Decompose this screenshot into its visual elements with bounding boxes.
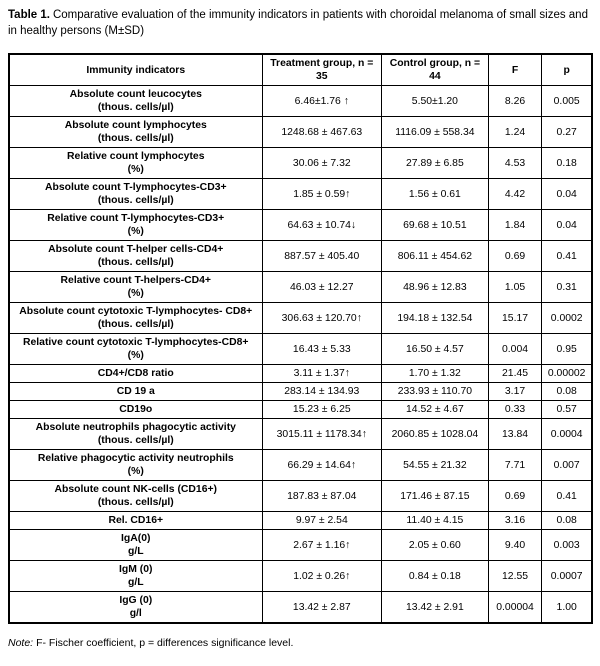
f-value-cell: 7.71 xyxy=(488,450,542,481)
treatment-value-cell: 187.83 ± 87.04 xyxy=(262,481,382,512)
control-value-cell: 1.70 ± 1.32 xyxy=(382,365,489,383)
indicator-cell xyxy=(9,179,262,210)
indicator-unit: (%) xyxy=(127,350,144,362)
p-value-cell: 0.0002 xyxy=(542,303,592,334)
header-row xyxy=(9,54,592,86)
f-value-cell: 0.33 xyxy=(488,401,542,419)
immunity-indicators-table xyxy=(8,53,593,624)
p-value-cell: 0.0004 xyxy=(542,419,592,450)
indicator-cell xyxy=(9,241,262,272)
p-value-cell: 0.41 xyxy=(542,481,592,512)
f-value-cell: 4.42 xyxy=(488,179,542,210)
indicator-unit: g/L xyxy=(127,577,144,589)
p-value-cell: 0.00002 xyxy=(542,365,592,383)
table-body xyxy=(9,86,592,624)
control-value-cell: 27.89 ± 6.85 xyxy=(382,148,489,179)
table-note-label: Note: xyxy=(8,637,34,650)
indicator-unit: (thous. cells/µl) xyxy=(97,102,174,114)
f-value-cell: 13.84 xyxy=(488,419,542,450)
treatment-value-cell: 887.57 ± 405.40 xyxy=(262,241,382,272)
table-row xyxy=(9,334,592,365)
indicator-unit: (thous. cells/µl) xyxy=(97,195,174,207)
indicator-unit: (%) xyxy=(127,226,144,238)
indicator-cell xyxy=(9,303,262,334)
control-value-cell: 806.11 ± 454.62 xyxy=(382,241,489,272)
indicator-cell xyxy=(9,383,262,401)
treatment-value-cell: 1.85 ± 0.59↑ xyxy=(262,179,382,210)
indicator-name: IgG (0) xyxy=(119,595,153,607)
p-value-cell: 0.08 xyxy=(542,383,592,401)
indicator-unit: (thous. cells/µl) xyxy=(97,133,174,145)
table-row xyxy=(9,481,592,512)
table-row xyxy=(9,117,592,148)
f-value-cell: 12.55 xyxy=(488,561,542,592)
indicator-cell xyxy=(9,561,262,592)
indicator-name: Relative phagocytic activity neutrophils xyxy=(37,453,234,465)
indicator-name: Relative count lymphocytes xyxy=(67,151,205,163)
indicator-name: CD19o xyxy=(119,404,153,416)
column-header-control-group: Control group, n = 44 xyxy=(382,54,489,86)
indicator-name: Absolute count lymphocytes xyxy=(64,120,207,132)
indicator-cell xyxy=(9,401,262,419)
f-value-cell: 21.45 xyxy=(488,365,542,383)
indicator-name: Absolute count NK-cells (CD16+) xyxy=(54,484,218,496)
treatment-value-cell: 283.14 ± 134.93 xyxy=(262,383,382,401)
f-value-cell: 15.17 xyxy=(488,303,542,334)
treatment-value-cell: 9.97 ± 2.54 xyxy=(262,512,382,530)
control-value-cell: 48.96 ± 12.83 xyxy=(382,272,489,303)
control-value-cell: 194.18 ± 132.54 xyxy=(382,303,489,334)
indicator-name: IgA(0) xyxy=(121,533,151,545)
control-value-cell: 0.84 ± 0.18 xyxy=(382,561,489,592)
indicator-unit: (thous. cells/µl) xyxy=(97,435,174,447)
p-value-cell: 0.95 xyxy=(542,334,592,365)
table-row xyxy=(9,561,592,592)
table-note xyxy=(8,637,592,651)
f-value-cell: 0.004 xyxy=(488,334,542,365)
indicator-unit: (%) xyxy=(127,466,144,478)
f-value-cell: 0.69 xyxy=(488,241,542,272)
indicator-cell xyxy=(9,450,262,481)
indicator-cell xyxy=(9,117,262,148)
indicator-name: Absolute neutrophils phagocytic activity xyxy=(35,422,236,434)
indicator-cell xyxy=(9,512,262,530)
indicator-unit: (thous. cells/µl) xyxy=(97,319,174,331)
table-row xyxy=(9,303,592,334)
control-value-cell: 69.68 ± 10.51 xyxy=(382,210,489,241)
indicator-name: Absolute count T-lymphocytes-CD3+ xyxy=(44,182,227,194)
p-value-cell: 0.18 xyxy=(542,148,592,179)
table-row xyxy=(9,512,592,530)
indicator-cell xyxy=(9,419,262,450)
control-value-cell: 171.46 ± 87.15 xyxy=(382,481,489,512)
p-value-cell: 0.0007 xyxy=(542,561,592,592)
indicator-name: Absolute count T-helper cells-CD4+ xyxy=(48,244,224,256)
p-value-cell: 1.00 xyxy=(542,592,592,624)
indicator-cell xyxy=(9,86,262,117)
control-value-cell: 54.55 ± 21.32 xyxy=(382,450,489,481)
table-row xyxy=(9,450,592,481)
f-value-cell: 0.69 xyxy=(488,481,542,512)
control-value-cell: 11.40 ± 4.15 xyxy=(382,512,489,530)
control-value-cell: 2060.85 ± 1028.04 xyxy=(382,419,489,450)
f-value-cell: 8.26 xyxy=(488,86,542,117)
p-value-cell: 0.31 xyxy=(542,272,592,303)
table-row xyxy=(9,272,592,303)
f-value-cell: 3.17 xyxy=(488,383,542,401)
p-value-cell: 0.005 xyxy=(542,86,592,117)
control-value-cell: 2.05 ± 0.60 xyxy=(382,530,489,561)
column-header-immunity-indicators: Immunity indicators xyxy=(9,54,262,86)
table-note-text: F- Fischer coefficient, p = differences significance level. xyxy=(36,637,294,650)
indicator-unit: g/l xyxy=(129,608,142,620)
indicator-name: CD 19 a xyxy=(116,386,155,398)
indicator-unit: g/L xyxy=(127,546,144,558)
indicator-name: Relative count T-lymphocytes-CD3+ xyxy=(47,213,225,225)
indicator-unit: (%) xyxy=(127,164,144,176)
indicator-cell xyxy=(9,481,262,512)
treatment-value-cell: 30.06 ± 7.32 xyxy=(262,148,382,179)
f-value-cell: 4.53 xyxy=(488,148,542,179)
column-header-treatment-group: Treatment group, n = 35 xyxy=(262,54,382,86)
treatment-value-cell: 6.46±1.76 ↑ xyxy=(262,86,382,117)
indicator-name: Relative count cytotoxic T-lymphocytes-CD8+ xyxy=(23,337,249,349)
table-row xyxy=(9,530,592,561)
indicator-unit: (%) xyxy=(127,288,144,300)
table-row xyxy=(9,86,592,117)
p-value-cell: 0.08 xyxy=(542,512,592,530)
treatment-value-cell: 306.63 ± 120.70↑ xyxy=(262,303,382,334)
p-value-cell: 0.007 xyxy=(542,450,592,481)
column-header-f: F xyxy=(488,54,542,86)
treatment-value-cell: 46.03 ± 12.27 xyxy=(262,272,382,303)
treatment-value-cell: 16.43 ± 5.33 xyxy=(262,334,382,365)
treatment-value-cell: 13.42 ± 2.87 xyxy=(262,592,382,624)
p-value-cell: 0.04 xyxy=(542,179,592,210)
table-row xyxy=(9,241,592,272)
indicator-cell xyxy=(9,365,262,383)
table-caption-text: Comparative evaluation of the immunity indicators in patients with choroidal melanoma of small sizes and in healthy persons (M±SD) xyxy=(8,9,588,38)
treatment-value-cell: 3.11 ± 1.37↑ xyxy=(262,365,382,383)
indicator-unit: (thous. cells/µl) xyxy=(97,257,174,269)
treatment-value-cell: 1248.68 ± 467.63 xyxy=(262,117,382,148)
table-row xyxy=(9,592,592,624)
indicator-cell xyxy=(9,148,262,179)
indicator-name: Rel. CD16+ xyxy=(108,515,164,527)
table-row xyxy=(9,365,592,383)
table-row xyxy=(9,419,592,450)
indicator-cell xyxy=(9,592,262,624)
f-value-cell: 1.05 xyxy=(488,272,542,303)
indicator-unit: (thous. cells/µl) xyxy=(97,497,174,509)
p-value-cell: 0.04 xyxy=(542,210,592,241)
f-value-cell: 9.40 xyxy=(488,530,542,561)
column-header-p: p xyxy=(542,54,592,86)
control-value-cell: 5.50±1.20 xyxy=(382,86,489,117)
indicator-cell xyxy=(9,272,262,303)
p-value-cell: 0.003 xyxy=(542,530,592,561)
table-row xyxy=(9,401,592,419)
treatment-value-cell: 66.29 ± 14.64↑ xyxy=(262,450,382,481)
table-row xyxy=(9,179,592,210)
control-value-cell: 13.42 ± 2.91 xyxy=(382,592,489,624)
treatment-value-cell: 15.23 ± 6.25 xyxy=(262,401,382,419)
treatment-value-cell: 64.63 ± 10.74↓ xyxy=(262,210,382,241)
control-value-cell: 1116.09 ± 558.34 xyxy=(382,117,489,148)
f-value-cell: 1.24 xyxy=(488,117,542,148)
treatment-value-cell: 1.02 ± 0.26↑ xyxy=(262,561,382,592)
control-value-cell: 14.52 ± 4.67 xyxy=(382,401,489,419)
f-value-cell: 0.00004 xyxy=(488,592,542,624)
indicator-name: Absolute count cytotoxic T-lymphocytes- CD8+ xyxy=(19,306,253,318)
p-value-cell: 0.27 xyxy=(542,117,592,148)
table-caption-label: Table 1. xyxy=(8,9,50,21)
p-value-cell: 0.41 xyxy=(542,241,592,272)
indicator-name: Absolute count leucocytes xyxy=(69,89,202,101)
indicator-name: IgM (0) xyxy=(119,564,153,576)
indicator-name: Relative count T-helpers-CD4+ xyxy=(60,275,211,287)
table-caption xyxy=(8,7,592,39)
control-value-cell: 233.93 ± 110.70 xyxy=(382,383,489,401)
treatment-value-cell: 3015.11 ± 1178.34↑ xyxy=(262,419,382,450)
table-row xyxy=(9,210,592,241)
table-row xyxy=(9,148,592,179)
indicator-cell xyxy=(9,530,262,561)
indicator-cell xyxy=(9,334,262,365)
indicator-name: CD4+/CD8 ratio xyxy=(97,368,174,380)
control-value-cell: 1.56 ± 0.61 xyxy=(382,179,489,210)
f-value-cell: 1.84 xyxy=(488,210,542,241)
control-value-cell: 16.50 ± 4.57 xyxy=(382,334,489,365)
treatment-value-cell: 2.67 ± 1.16↑ xyxy=(262,530,382,561)
table-row xyxy=(9,383,592,401)
p-value-cell: 0.57 xyxy=(542,401,592,419)
f-value-cell: 3.16 xyxy=(488,512,542,530)
indicator-cell xyxy=(9,210,262,241)
